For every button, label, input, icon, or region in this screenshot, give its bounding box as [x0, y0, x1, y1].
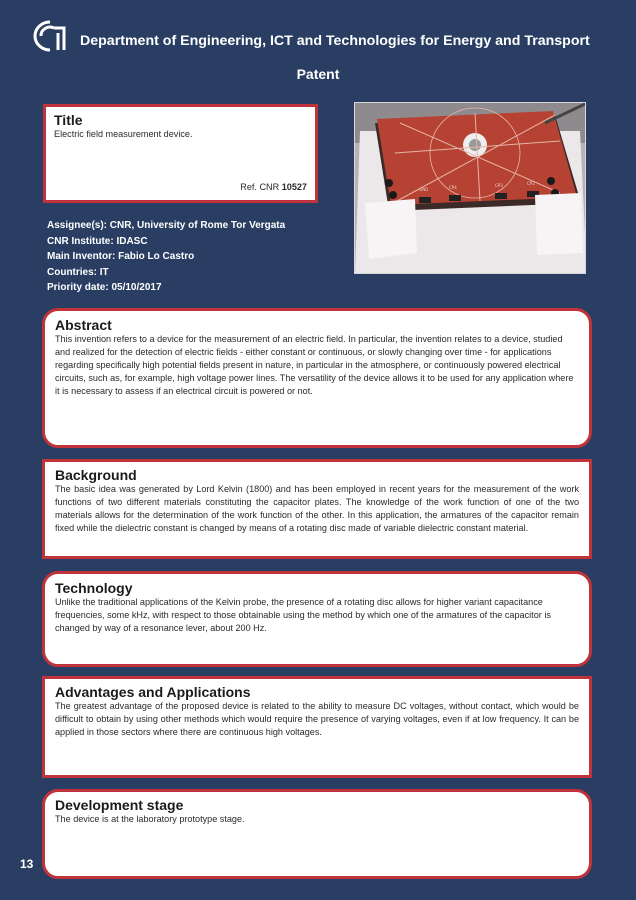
photo-label-cp2: CP2 [527, 181, 535, 186]
technology-text: Unlike the traditional applications of the Kelvin probe, the presence of a rotating disc allows for higher variant capacitance frequencies, some kHz, with respect to those obtainable using the method by which one of the armatures of the capacitor is changed by way of a resonance lever, about 200 Hz. [55, 597, 551, 633]
technology-heading: Technology [55, 580, 133, 596]
priority-date: Priority date: 05/10/2017 [47, 282, 162, 293]
assignees: Assignee(s): CNR, University of Rome Tor Vergata [47, 220, 286, 231]
device-photo [354, 102, 586, 274]
page-number: 13 [20, 857, 34, 871]
abstract-heading: Abstract [55, 317, 112, 333]
reference [240, 182, 307, 192]
title-text: Electric field measurement device. [54, 129, 193, 139]
title-heading: Title [54, 112, 83, 128]
cnr-logo-icon [30, 19, 70, 53]
countries: Countries: IT [47, 266, 109, 278]
background-section [42, 459, 592, 559]
photo-label-cp4: CP4 [449, 185, 457, 190]
development-text: The device is at the laboratory prototype stage. [55, 814, 245, 824]
photo-label-cp3: CP3 [495, 183, 503, 188]
title-box [43, 104, 318, 203]
abstract-text: This invention refers to a device for the measurement of an electric field. In particular, the invention relates to a device, studied and realized for the detection of electric fields - either constant or continuous, or slowly changing over time - for applications regarding specifically high potential fields present in nature, in particular in the atmosphere, or continuously powered electrical circuits, such as, for example, high voltage power lines. The versatility of the device allows it to be used for any application where it is necessary to assess if an electrical circuit is powered or not. [55, 334, 574, 396]
reference-number: 10527 [281, 182, 307, 192]
development-heading: Development stage [55, 797, 184, 813]
photo-label-gnd: GND [419, 187, 429, 192]
reference-prefix: Ref. CNR [240, 182, 282, 192]
department-title: Department of Engineering, ICT and Technologies for Energy and Transport [80, 33, 590, 49]
background-text: The basic idea was generated by Lord Kelvin (1800) and has been employed in recent years for the measurement of the work functions of two different materials constituting the capacitor plates. The knowledge of the work function of one of the two materials allows for the determination of the work function of the other. In this application, the armatures of the capacitor remain fixed while the dielectric constant is changed by means of a rotating disc made of variable dielectric constant material. [55, 484, 579, 533]
development-stage-section [42, 789, 592, 879]
main-inventor: Main Inventor: Fabio Lo Castro [47, 251, 195, 262]
technology-section [42, 571, 592, 667]
advantages-heading: Advantages and Applications [55, 684, 251, 700]
advantages-section [42, 676, 592, 778]
advantages-text: The greatest advantage of the proposed device is related to the ability to measure DC voltages, without contact, which would be difficult to obtain by using other methods which would require the presence of varying voltages, even if at low frequency. It can be applied in those sectors where there are continuous high voltages. [55, 701, 579, 737]
cnr-institute: CNR Institute: IDASC [47, 235, 148, 247]
background-heading: Background [55, 467, 137, 483]
document-type: Patent [296, 66, 340, 82]
device-illustration [355, 103, 586, 274]
abstract-section [42, 308, 592, 448]
patent-metadata [47, 218, 285, 296]
